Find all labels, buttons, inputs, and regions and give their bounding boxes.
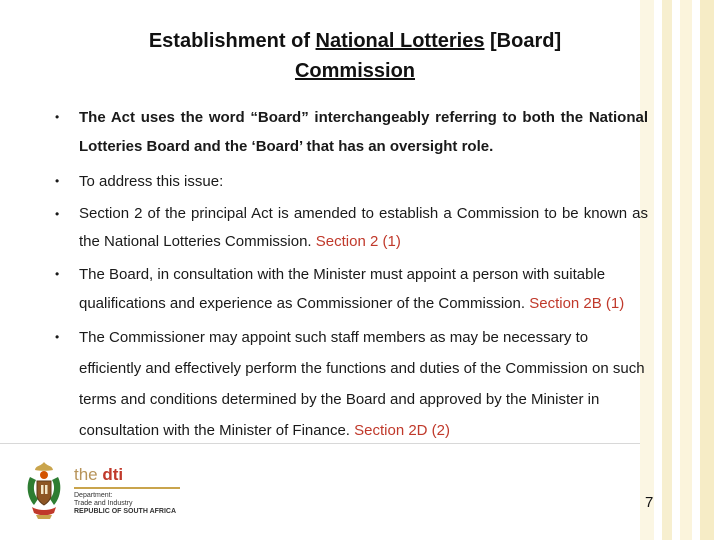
coat-of-arms-icon bbox=[22, 459, 66, 521]
bullet-marker: • bbox=[55, 267, 60, 281]
dti-logo-prefix: the bbox=[74, 465, 103, 484]
bullet-reference: Section 2 (1) bbox=[315, 233, 401, 250]
stripe bbox=[662, 0, 672, 540]
stripe bbox=[680, 0, 692, 540]
bullet-text: Section 2 of the principal Act is amended to establish a Commission to be known as the National Lotteries Commission. bbox=[79, 205, 648, 250]
bullet-text: The Board, in consultation with the Minister must appoint a person with suitable qualifications and experience as Commissioner of the Commission. bbox=[79, 266, 606, 312]
slide-title bbox=[90, 26, 620, 86]
stripe bbox=[700, 0, 714, 540]
title-prefix: Establishment of bbox=[148, 30, 316, 52]
bullet-item bbox=[52, 200, 648, 256]
dti-logo-name bbox=[74, 466, 184, 484]
bullet-item bbox=[52, 103, 648, 161]
dti-logo bbox=[74, 466, 184, 516]
bullet-marker: • bbox=[55, 110, 60, 124]
bullet-marker: • bbox=[55, 207, 60, 221]
title-middle: [Board] bbox=[484, 30, 562, 52]
page-number: 7 bbox=[645, 494, 654, 511]
title-underlined-1: National Lotteries bbox=[315, 30, 485, 52]
decorative-stripes bbox=[640, 0, 720, 540]
bullet-marker: • bbox=[55, 330, 60, 344]
dti-logo-main: dti bbox=[102, 465, 124, 484]
bullet-reference: Section 2B (1) bbox=[529, 295, 625, 312]
dti-logo-line-2: Trade and Industry bbox=[74, 500, 133, 507]
dti-logo-line-3: REPUBLIC OF SOUTH AFRICA bbox=[74, 508, 177, 515]
bullet-item bbox=[52, 167, 648, 196]
title-underlined-2: Commission bbox=[294, 60, 416, 82]
bullet-item bbox=[52, 260, 648, 318]
bullet-text: The Act uses the word “Board” interchangeably referring to both the National Lotteries Board and the ‘Board’ that has an oversight role. bbox=[79, 109, 648, 155]
bullet-text: The Commissioner may appoint such staff members as may be necessary to efficiently and effectively perform the functions and duties of the Commission on such terms and conditions determined by the Board and approved by the Minister in consultation with the Minister of Finance. bbox=[79, 329, 645, 439]
bullet-text: To address this issue: bbox=[79, 173, 224, 190]
dti-logo-bar bbox=[74, 487, 180, 489]
bullet-list bbox=[52, 103, 648, 446]
bullet-reference: Section 2D (2) bbox=[354, 422, 451, 439]
dti-logo-line-1: Department: bbox=[74, 492, 113, 499]
bullet-item bbox=[52, 322, 648, 446]
footer-divider bbox=[0, 443, 640, 444]
bullet-marker: • bbox=[55, 174, 60, 188]
